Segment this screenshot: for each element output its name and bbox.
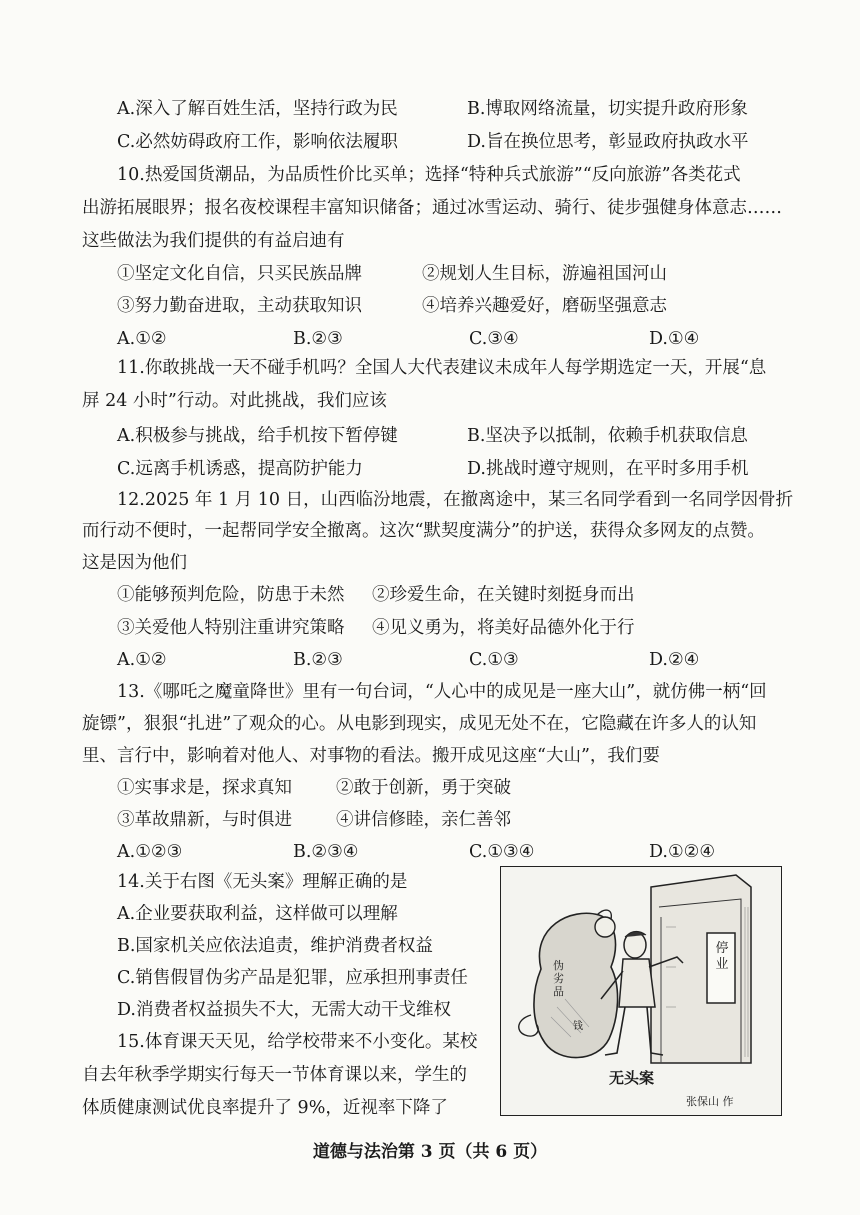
- closed-sign-text: 停业: [715, 941, 729, 972]
- q12-choice-b: B.②③: [293, 650, 343, 670]
- q14-option-d: D.消费者权益损失不大，无需大动干戈维权: [117, 1000, 451, 1020]
- q13-stem-line-2: 旋镖”，狠狠“扎进”了观众的心。从电影到现实，成见无处不在，它隐藏在许多人的认知: [82, 714, 757, 734]
- q14-option-c: C.销售假冒伪劣产品是犯罪，应承担刑事责任: [117, 968, 468, 988]
- cartoon-author: 张保山 作: [686, 1095, 734, 1108]
- q9-option-a: A.深入了解百姓生活，坚持行政为民: [117, 99, 398, 119]
- q10-choice-d: D.①④: [649, 329, 700, 349]
- q12-choice-a: A.①②: [117, 650, 167, 670]
- sack-label: 伪劣品: [553, 959, 564, 998]
- q11-option-b: B.坚决予以抵制，依赖手机获取信息: [467, 426, 748, 446]
- q9-option-c: C.必然妨碍政府工作，影响依法履职: [117, 132, 398, 152]
- q15-stem-line-3: 体质健康测试优良率提升了 9%，近视率下降了: [82, 1098, 448, 1118]
- q10-item-1: ①坚定文化自信，只买民族品牌: [117, 264, 362, 284]
- q13-choice-a: A.①②③: [117, 842, 183, 862]
- q9-option-b: B.博取网络流量，切实提升政府形象: [467, 99, 748, 119]
- q13-choice-d: D.①②④: [649, 842, 716, 862]
- q10-stem-line-2: 出游拓展眼界；报名夜校课程丰富知识储备；通过冰雪运动、骑行、徒步强健身体意志……: [82, 198, 782, 218]
- q10-choice-c: C.③④: [469, 329, 519, 349]
- q10-item-3: ③努力勤奋进取，主动获取知识: [117, 296, 362, 316]
- q10-item-2: ②规划人生目标，游遍祖国河山: [422, 264, 667, 284]
- q13-stem-line-1: 13.《哪吒之魔童降世》里有一句台词，“人心中的成见是一座大山”，就仿佛一柄“回: [117, 682, 767, 702]
- cartoon-title: 无头案: [609, 1069, 655, 1087]
- q13-choice-c: C.①③④: [469, 842, 535, 862]
- q10-stem-line-1: 10.热爱国货潮品，为品质性价比买单；选择“特种兵式旅游”“反向旅游”各类花式: [117, 165, 741, 185]
- q11-stem-line-2: 屏 24 小时”行动。对此挑战，我们应该: [82, 391, 387, 411]
- q12-item-4: ④见义勇为，将美好品德外化于行: [372, 618, 635, 638]
- q14-option-b: B.国家机关应依法追责，维护消费者权益: [117, 936, 433, 956]
- q13-choice-b: B.②③④: [293, 842, 359, 862]
- q11-option-d: D.挑战时遵守规则，在平时多用手机: [467, 459, 749, 479]
- q12-item-1: ①能够预判危险，防患于未然: [117, 585, 345, 605]
- q9-option-d: D.旨在换位思考，彰显政府执政水平: [467, 132, 749, 152]
- q13-stem-line-3: 里、言行中，影响着对他人、对事物的看法。搬开成见这座“大山”，我们要: [82, 746, 660, 766]
- q13-item-1: ①实事求是，探求真知: [117, 778, 292, 798]
- q13-item-3: ③革故鼎新，与时俱进: [117, 810, 292, 830]
- q11-option-a: A.积极参与挑战，给手机按下暂停键: [117, 426, 398, 446]
- q11-stem-line-1: 11.你敢挑战一天不碰手机吗？全国人大代表建议未成年人每学期选定一天，开展“息: [117, 358, 767, 378]
- q12-choice-c: C.①③: [469, 650, 519, 670]
- q10-choice-b: B.②③: [293, 329, 343, 349]
- q15-stem-line-2: 自去年秋季学期实行每天一节体育课以来，学生的: [82, 1065, 467, 1085]
- q11-option-c: C.远离手机诱惑，提高防护能力: [117, 459, 363, 479]
- q10-choice-a: A.①②: [117, 329, 167, 349]
- sack-label-2: 钱: [573, 1021, 583, 1032]
- q14-option-a: A.企业要获取利益，这样做可以理解: [117, 904, 398, 924]
- cartoon-no-head-case: [500, 866, 782, 1116]
- q12-item-2: ②珍爱生命，在关键时刻挺身而出: [372, 585, 635, 605]
- q13-item-4: ④讲信修睦，亲仁善邻: [336, 810, 511, 830]
- q12-item-3: ③关爱他人特别注重讲究策略: [117, 618, 345, 638]
- q12-choice-d: D.②④: [649, 650, 700, 670]
- q10-item-4: ④培养兴趣爱好，磨砺坚强意志: [422, 296, 667, 316]
- q12-stem-line-2: 而行动不便时，一起帮同学安全撤离。这次“默契度满分”的护送，获得众多网友的点赞。: [82, 521, 765, 541]
- q14-stem: 14.关于右图《无头案》理解正确的是: [117, 872, 408, 892]
- q15-stem-line-1: 15.体育课天天见，给学校带来不小变化。某校: [117, 1032, 478, 1052]
- page-footer: 道德与法治第 3 页（共 6 页）: [312, 1142, 548, 1162]
- q12-stem-line-1: 12.2025 年 1 月 10 日，山西临汾地震，在撤离途中，某三名同学看到一名同学因骨折: [117, 490, 794, 510]
- q12-stem-line-3: 这是因为他们: [82, 553, 187, 573]
- q10-stem-line-3: 这些做法为我们提供的有益启迪有: [82, 231, 345, 251]
- q13-item-2: ②敢于创新，勇于突破: [336, 778, 511, 798]
